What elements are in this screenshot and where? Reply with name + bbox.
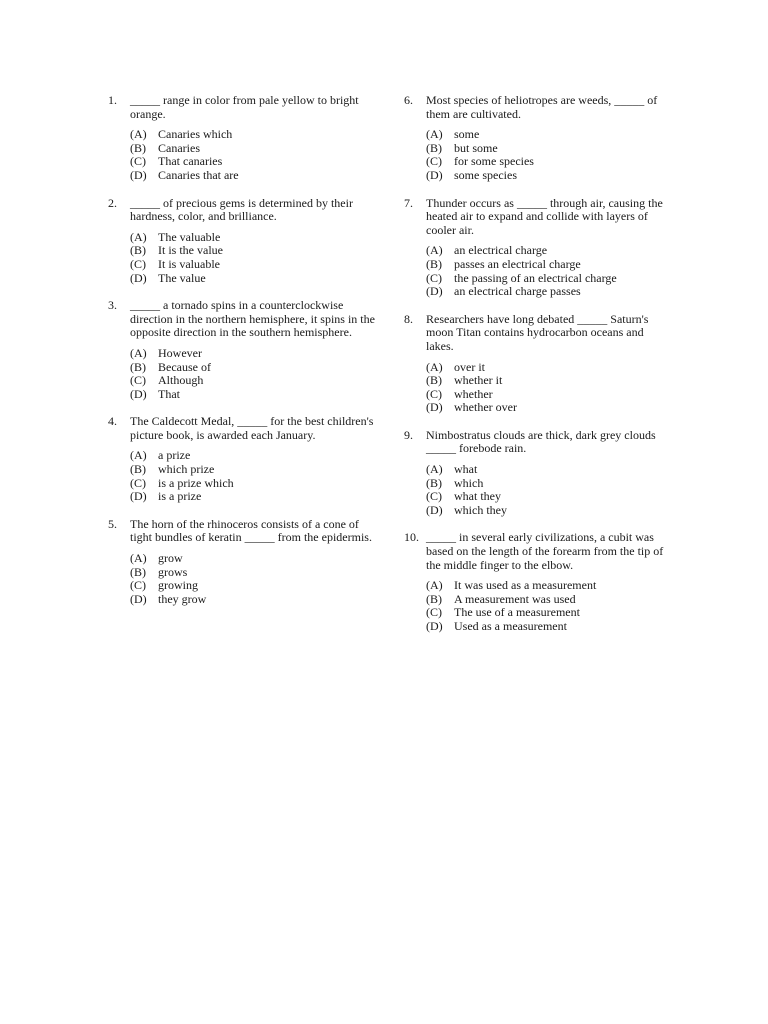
answer-option	[426, 388, 674, 402]
answer-option	[426, 463, 674, 477]
option-text: whether over	[454, 400, 517, 415]
question-stem: Researchers have long debated _____ Saturn's moon Titan contains hydrocarbon oceans and lakes.	[426, 311, 649, 353]
option-letter: (B)	[130, 564, 146, 579]
question-number: 2.	[108, 195, 117, 210]
option-letter: (A)	[426, 578, 443, 593]
option-text: is a prize	[158, 489, 202, 504]
question-item	[404, 429, 674, 518]
option-letter: (D)	[130, 167, 147, 182]
option-letter: (C)	[426, 270, 442, 285]
question-stem: _____ a tornado spins in a counterclockwise direction in the northern hemisphere, it spins in the opposite direction in the southern hemisphere.	[130, 298, 375, 340]
answer-option	[426, 374, 674, 388]
option-text: Used as a measurement	[454, 619, 567, 633]
option-letter: (D)	[426, 502, 443, 517]
answer-option	[130, 142, 378, 156]
question-item	[404, 313, 674, 415]
answer-options	[130, 231, 378, 285]
option-text: which prize	[158, 462, 215, 477]
answer-options	[130, 128, 378, 182]
answer-option	[426, 579, 674, 593]
question-item	[108, 197, 378, 286]
option-text: they grow	[158, 591, 207, 606]
question-item	[108, 94, 378, 183]
option-text: what they	[454, 489, 501, 504]
answer-option	[130, 463, 378, 477]
answer-option	[426, 593, 674, 607]
option-letter: (B)	[426, 591, 442, 606]
option-text: A measurement was used	[454, 591, 576, 606]
option-letter: (B)	[130, 462, 146, 477]
option-text: which	[454, 475, 484, 490]
answer-option	[426, 285, 674, 299]
option-text: Canaries which	[158, 127, 233, 142]
option-letter: (B)	[130, 140, 146, 155]
option-letter: (A)	[130, 345, 147, 360]
option-text: The value	[158, 270, 206, 285]
question-number: 1.	[108, 93, 117, 107]
answer-option	[426, 142, 674, 156]
question-number: 8.	[404, 311, 413, 326]
question-number: 4.	[108, 414, 117, 429]
answer-options	[130, 552, 378, 606]
answer-options	[130, 347, 378, 401]
option-text: what	[454, 462, 478, 477]
option-letter: (D)	[130, 386, 147, 401]
answer-options	[426, 128, 674, 182]
option-letter: (A)	[130, 551, 147, 566]
option-text: passes an electrical charge	[454, 256, 581, 271]
option-letter: (C)	[130, 475, 146, 490]
option-text: for some species	[454, 154, 534, 169]
question-stem: Thunder occurs as _____ through air, causing the heated air to expand and collide with layers of cooler air.	[426, 195, 663, 237]
option-letter: (A)	[426, 243, 443, 258]
option-letter: (A)	[426, 359, 443, 374]
answer-option	[130, 374, 378, 388]
right-question-column	[404, 94, 674, 648]
question-number: 5.	[108, 516, 117, 531]
answer-option	[426, 361, 674, 375]
option-text: the passing of an electrical charge	[454, 270, 617, 285]
option-text: an electrical charge passes	[454, 284, 581, 299]
answer-option	[426, 401, 674, 415]
question-stem: Most species of heliotropes are weeds, _____ of them are cultivated.	[426, 93, 658, 121]
option-letter: (C)	[426, 605, 442, 620]
question-stem: Nimbostratus clouds are thick, dark grey clouds _____ forebode rain.	[426, 427, 656, 456]
option-text: That canaries	[158, 154, 223, 169]
question-stem: The horn of the rhinoceros consists of a cone of tight bundles of keratin _____ from the epidermis.	[130, 516, 372, 545]
answer-options	[426, 244, 674, 298]
option-text: an electrical charge	[454, 243, 548, 258]
answer-option	[426, 490, 674, 504]
option-text: is a prize which	[158, 475, 234, 490]
option-text: growing	[158, 578, 198, 593]
option-text: whether	[454, 386, 493, 401]
option-text: Canaries	[158, 140, 200, 155]
option-text: It is valuable	[158, 256, 220, 271]
answer-option	[426, 504, 674, 518]
option-letter: (A)	[130, 448, 147, 463]
answer-options	[426, 579, 674, 633]
option-text: but some	[454, 140, 498, 155]
option-text: Because of	[158, 359, 211, 374]
option-letter: (D)	[426, 400, 443, 415]
option-text: However	[158, 345, 202, 360]
option-letter: (C)	[426, 489, 442, 504]
question-stem: _____ in several early civilizations, a cubit was based on the length of the forearm from the tip of the middle finger to the elbow.	[426, 530, 664, 572]
option-letter: (A)	[130, 229, 147, 244]
answer-options	[426, 361, 674, 415]
question-item	[108, 518, 378, 607]
option-letter: (C)	[426, 386, 442, 401]
option-letter: (D)	[130, 489, 147, 504]
option-text: It is the value	[158, 243, 223, 258]
option-text: That	[158, 386, 180, 401]
answer-option	[130, 244, 378, 258]
option-letter: (C)	[130, 578, 146, 593]
answer-option	[130, 361, 378, 375]
answer-option	[426, 128, 674, 142]
answer-option	[130, 552, 378, 566]
answer-option	[130, 155, 378, 169]
option-text: over it	[454, 359, 485, 374]
answer-option	[130, 566, 378, 580]
option-text: some species	[454, 167, 517, 182]
option-text: whether it	[454, 373, 503, 388]
option-text: which they	[454, 502, 507, 517]
option-text: a prize	[158, 448, 191, 463]
option-text: grow	[158, 551, 183, 566]
question-stem: _____ range in color from pale yellow to bright orange.	[130, 93, 359, 121]
answer-option	[130, 579, 378, 593]
question-stem: The Caldecott Medal, _____ for the best children's picture book, is awarded each January.	[130, 414, 374, 442]
option-letter: (C)	[130, 373, 146, 388]
option-letter: (A)	[426, 462, 443, 477]
answer-option	[426, 272, 674, 286]
answer-option	[130, 347, 378, 361]
option-letter: (C)	[130, 256, 146, 271]
question-number: 3.	[108, 298, 117, 313]
answer-option	[426, 620, 674, 634]
option-letter: (B)	[426, 475, 442, 490]
option-letter: (B)	[426, 256, 442, 271]
option-letter: (A)	[426, 127, 443, 142]
question-number: 9.	[404, 427, 413, 442]
answer-option	[426, 155, 674, 169]
option-letter: (D)	[426, 167, 443, 182]
option-letter: (B)	[426, 140, 442, 155]
option-letter: (B)	[130, 359, 146, 374]
answer-option	[130, 231, 378, 245]
option-letter: (C)	[426, 154, 442, 169]
question-item	[404, 197, 674, 299]
answer-option	[130, 490, 378, 504]
option-text: Although	[158, 373, 204, 388]
option-letter: (A)	[130, 127, 147, 142]
option-letter: (D)	[426, 619, 443, 633]
option-text: The use of a measurement	[454, 605, 580, 620]
option-text: some	[454, 127, 480, 142]
answer-option	[130, 388, 378, 402]
option-text: Canaries that are	[158, 167, 239, 182]
question-stem: _____ of precious gems is determined by their hardness, color, and brilliance.	[130, 195, 353, 224]
option-letter: (B)	[130, 243, 146, 258]
option-letter: (D)	[426, 284, 443, 299]
answer-option	[130, 169, 378, 183]
answer-option	[130, 272, 378, 286]
answer-options	[426, 463, 674, 517]
question-item	[404, 94, 674, 183]
question-number: 6.	[404, 93, 413, 107]
answer-option	[130, 593, 378, 607]
answer-option	[130, 258, 378, 272]
option-letter: (D)	[130, 270, 147, 285]
question-item	[108, 415, 378, 504]
question-number: 7.	[404, 195, 413, 210]
question-item	[404, 531, 674, 633]
answer-option	[130, 477, 378, 491]
answer-option	[426, 244, 674, 258]
answer-option	[426, 477, 674, 491]
answer-option	[130, 128, 378, 142]
question-number: 10.	[404, 530, 419, 545]
option-letter: (C)	[130, 154, 146, 169]
answer-option	[426, 169, 674, 183]
option-text: grows	[158, 564, 188, 579]
answer-option	[426, 258, 674, 272]
left-question-column	[108, 94, 378, 620]
option-letter: (B)	[426, 373, 442, 388]
answer-option	[426, 606, 674, 620]
option-text: The valuable	[158, 229, 221, 244]
option-text: It was used as a measurement	[454, 578, 597, 593]
question-item	[108, 299, 378, 401]
option-letter: (D)	[130, 591, 147, 606]
answer-option	[130, 449, 378, 463]
answer-options	[130, 449, 378, 503]
